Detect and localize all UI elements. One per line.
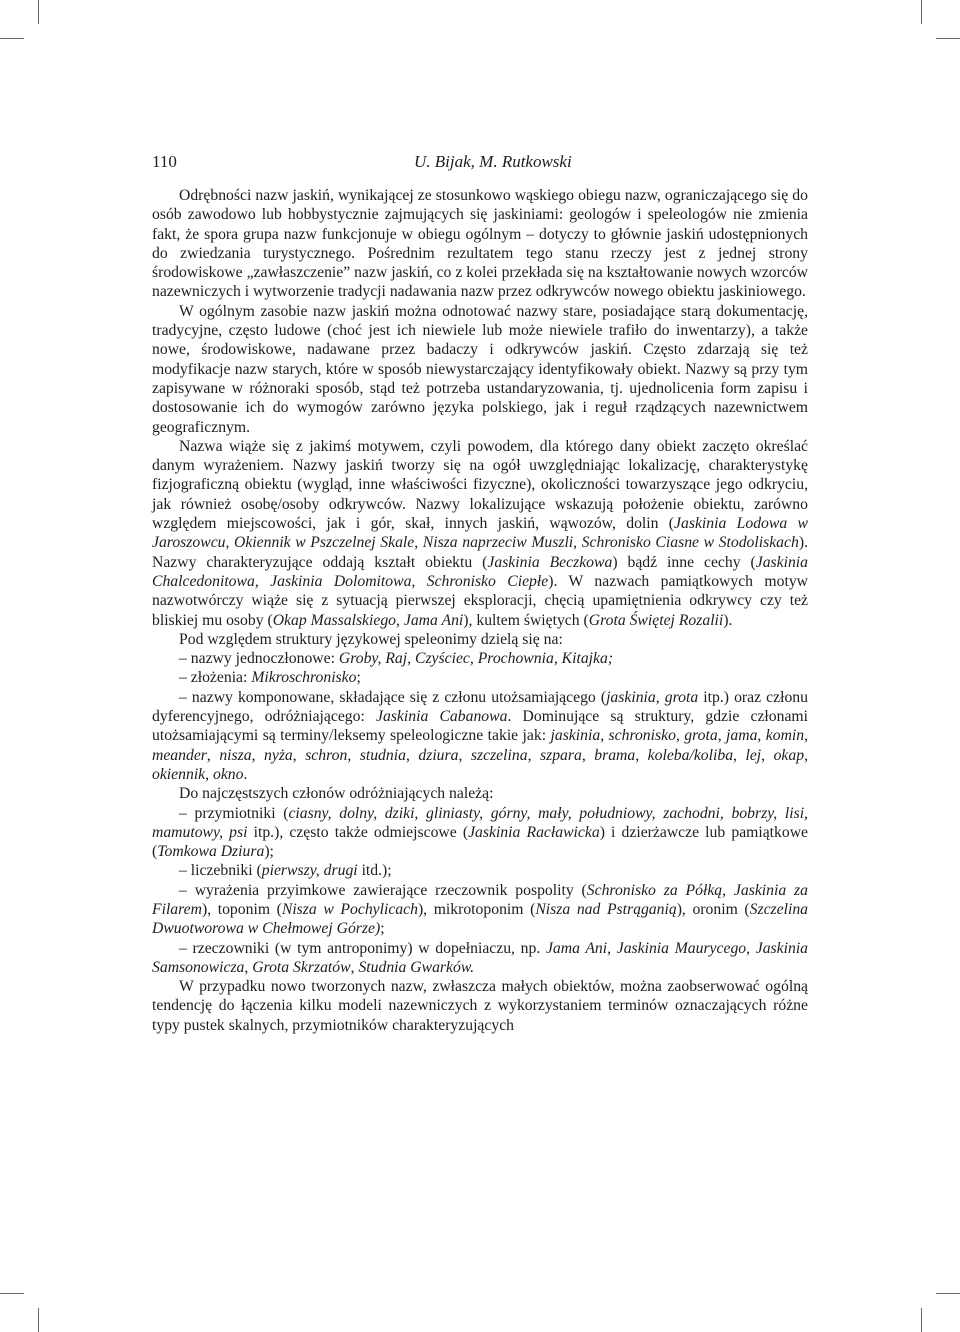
paragraph: – nazwy jednoczłonowe: Groby, Raj, Czyściec, Prochownia, Kitajka; [179, 650, 614, 668]
page-header [152, 150, 807, 174]
crop-mark-right-bottom [936, 1293, 960, 1294]
paragraph: – wyrażenia przyimkowe zawierające rzeczownik pospolity (Schronisko za Półką, Jaskinia za Filarem), toponim (Nisza w Pochylicach), mikrotoponim (Nisza nad Pstrąganią), oronim (Szczelina Dwuotworowa w Chełmowej Górze); [152, 881, 809, 938]
crop-mark-left-top [0, 38, 24, 39]
crop-mark-bottom-right [921, 1308, 922, 1332]
paragraph: – przymiotniki (ciasny, dolny, dziki, gliniasty, górny, mały, południowy, zachodni, bobrzy, lisi, mamutowy, psi itp.), często także odmiejscowe (Jaskinia Racławicka) i dzierżawcze lub pamiątkowe (Tomkowa Dziura); [152, 804, 809, 861]
paragraph: W przypadku nowo tworzonych nazw, zwłaszcza małych obiektów, można zaobserwować ogólną tendencję do łączenia kilku modeli nazewniczych z wykorzystaniem terminów oznaczających różne typy pustek skalnych, przymiotników charakteryzujących [152, 978, 808, 1034]
page-number: 110 [152, 152, 177, 171]
running-head: U. Bijak, M. Rutkowski [414, 152, 572, 171]
crop-mark-left-bottom [0, 1293, 24, 1294]
body-text [152, 186, 808, 1035]
crop-mark-top-right [921, 0, 922, 24]
crop-mark-right-top [936, 38, 960, 39]
paragraph: – nazwy komponowane, składające się z członu utożsamiającego (jaskinia, grota itp.) oraz członu dyferencyjnego, odróżniającego: Jaskinia Cabanowa. Dominujące są struktury, gdzie członami utożsamiającymi są terminy/leksemy speleologiczne takie jak: jaskinia, schronisko, grota, jama, komin, meander, nisza, nyża, schron, studnia, dziura, szczelina, szpara, brama, koleba/koliba, lej, okap, okiennik, okno. [152, 688, 809, 783]
paragraph: Odrębności nazw jaskiń, wynikającej ze stosunkowo wąskiego obiegu nazw, ograniczającego się do osób zawodowo lub hobbystycznie zajmujących się jaskiniami: geologów i speleologów nie zmienia fakt, że spora grupa nazw funkcjonuje w obiegu ogólnym – dotyczy to głównie jaskiń udostępnionych do zwiedzania turystycznego. Pośrednim rezultatem tego stanu rzeczy jest z jednej strony środowiskowe „zawłaszczenie” nazw jaskiń, co z kolei przekłada się na kształtowanie nowych wzorców nazewniczych i wytworzenie tradycji nadawania nazw przez odkrywców nowego obiektu jaskiniowego. [152, 187, 808, 301]
paragraph: – złożenia: Mikroschronisko; [179, 669, 361, 687]
paragraph: W ogólnym zasobie nazw jaskiń można odnotować nazwy stare, posiadające starą dokumentację, tradycyjne, często ludowe (choć jest ich niewiele lub może niewiele trafiło do inwentarzy), a także nowe, środowiskowe, nadawane przez badaczy i odkrywców jaskiń. Często zdarzają się też modyfikacje nazw starych, które w sposób niewystarczający identyfikowały obiekt. Nazwy są przy tym zapisywane w różnoraki sposób, stąd też potrzeba ustandaryzowania, tj. ujednolicenia form zapisu i dostosowanie ich do wymogów zarówno języka polskiego, jak i reguł rządzących nazewnictwem geograficznym. [152, 302, 808, 436]
paragraph: Pod względem struktury językowej speleonimy dzielą się na: [179, 630, 563, 648]
paragraph: Nazwa wiąże się z jakimś motywem, czyli powodem, dla którego dany obiekt zaczęto określać danym wyrażeniem. Nazwy jaskiń tworzy się na ogół uwzględniając lokalizację, charakterystykę fizjograficzną obiektu (wygląd, inne właściwości fizyczne), okoliczności towarzyszące jego odkryciu, jak również osobę/osoby odkrywców. Nazwy lokalizujące wskazują położenie obiektu, zarówno względem miejscowości, jak i gór, skał, innych jaskiń, wąwozów, dolin (Jaskinia Lodowa w Jaroszowcu, Okiennik w Pszczelnej Skale, Nisza naprzeciw Muszli, Schronisko Ciasne w Stodoliskach). Nazwy charakteryzujące oddają kształt obiektu (Jaskinia Beczkowa) bądź inne cechy (Jaskinia Chalcedonitowa, Jaskinia Dolomitowa, Schronisko Ciepłe). W nazwach pamiątkowych motyw nazwotwórczy wiąże się z sytuacją pierwszej eksploracji, chęcią upamiętnienia odkrywcy czy też bliskiej mu osoby (Okap Massalskiego, Jama Ani), kultem świętych (Grota Świętej Rozalii). [152, 437, 809, 629]
crop-mark-bottom-left [38, 1308, 39, 1332]
paragraph: – liczebniki (pierwszy, drugi itd.); [179, 862, 392, 880]
paragraph: – rzeczowniki (w tym antroponimy) w dopełniaczu, np. Jama Ani, Jaskinia Maurycego, Jaskinia Samsonowicza, Grota Skrzatów, Studnia Gwarków. [152, 939, 809, 976]
paragraph: Do najczęstszych członów odróżniających należą: [179, 785, 494, 803]
crop-mark-top-left [38, 0, 39, 24]
